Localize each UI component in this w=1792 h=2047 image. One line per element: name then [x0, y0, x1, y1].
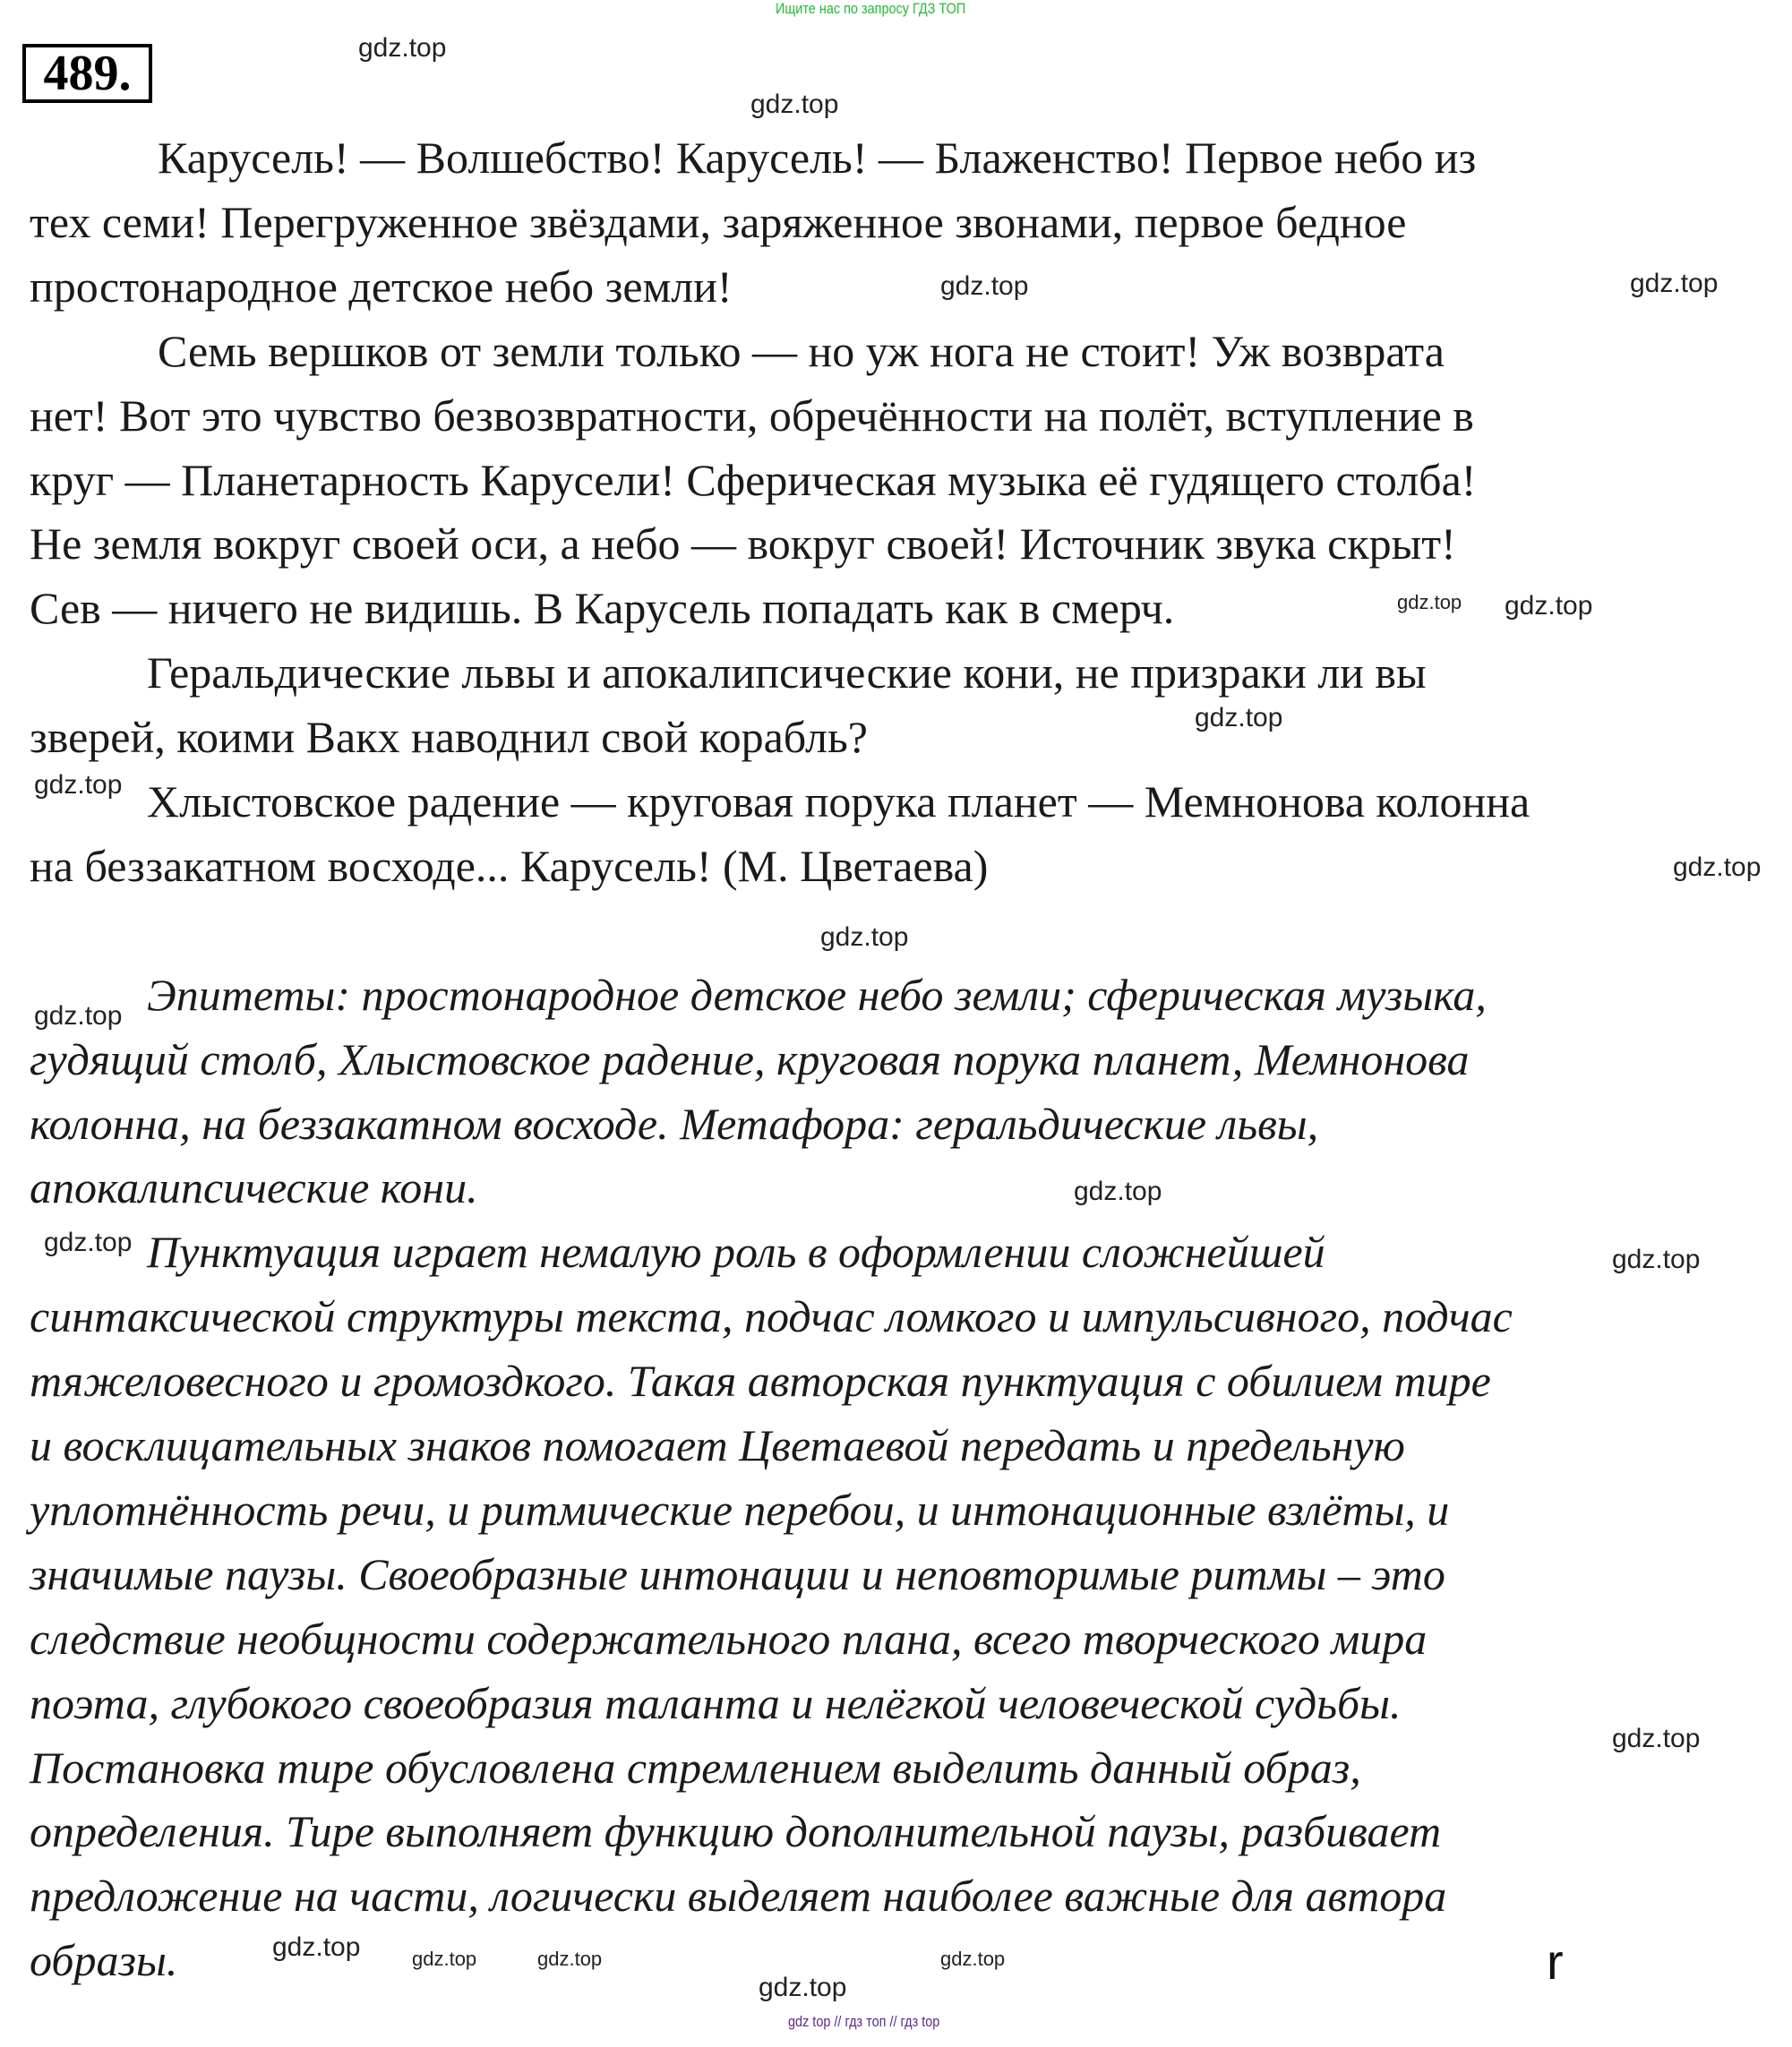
watermark: gdz.top	[820, 922, 909, 952]
text-line: Семь вершков от земли только — но уж нога не стоит! Уж возврата	[158, 325, 1445, 376]
watermark: gdz.top	[1612, 1724, 1701, 1753]
watermark: gdz.top	[750, 90, 839, 119]
watermark: gdz.top	[940, 1948, 1006, 1970]
text-line: предложение на части, логически выделяет наиболее важные для автора	[30, 1871, 1447, 1922]
text-line: Не земля вокруг своей оси, а небо — вокруг своей! Источник звука скрыт!	[30, 518, 1456, 570]
text-line: Карусель! — Волшебство! Карусель! — Блаженство! Первое небо из	[158, 133, 1477, 183]
watermark: gdz.top	[358, 33, 447, 63]
text-line: круг — Планетарность Карусели! Сферическая музыка её гудящего столба!	[30, 454, 1477, 505]
text-line: значимые паузы. Своеобразные интонации и неповторимые ритмы – это	[30, 1548, 1445, 1599]
watermark: gdz.top	[537, 1948, 603, 1970]
watermark: gdz.top	[412, 1948, 477, 1970]
text-line: простонародное детское небо земли!	[30, 261, 733, 312]
watermark: gdz.top	[1673, 852, 1762, 882]
text-line: нет! Вот это чувство безвозвратности, обречённости на полёт, вступление в	[30, 390, 1474, 441]
text-line: колонна, на беззакатном восходе. Метафора: геральдические львы,	[30, 1098, 1319, 1149]
watermark: gdz.top	[1612, 1245, 1701, 1274]
text-line: Пунктуация играет немалую роль в оформлении сложнейшей	[147, 1227, 1325, 1278]
text-line: зверей, коими Вакх наводнил свой корабль?	[30, 712, 868, 763]
text-line: поэта, глубокого своеобразия таланта и нелёгкой человеческой судьбы.	[30, 1677, 1402, 1728]
text-line: тяжеловесного и громоздкого. Такая авторская пунктуация с обилием тире	[30, 1356, 1491, 1407]
text-line: Эпитеты: простонародное детское небо земли; сферическая музыка,	[147, 969, 1487, 1020]
stray-character: r	[1547, 1933, 1564, 1990]
watermark: gdz.top	[940, 271, 1029, 301]
text-line: следствие необщности содержательного плана, всего творческого мира	[30, 1613, 1428, 1664]
text-line: тех семи! Перегруженное звёздами, заряженное звонами, первое бедное	[30, 196, 1407, 247]
watermark: gdz.top	[272, 1932, 361, 1962]
search-hint-banner: Ищите нас по запросу ГДЗ ТОП	[776, 0, 966, 17]
watermark: gdz.top	[759, 1973, 847, 2002]
text-line: гудящий столб, Хлыстовское радение, круговая порука планет, Мемнонова	[30, 1033, 1470, 1084]
text-line: Хлыстовское радение — круговая порука планет — Мемнонова колонна	[147, 776, 1530, 827]
watermark: gdz.top	[44, 1228, 133, 1257]
text-line: образы.	[30, 1935, 178, 1986]
text-line: синтаксической структуры текста, подчас ломкого и импульсивного, подчас	[30, 1291, 1513, 1342]
text-line: Геральдические львы и апокалипсические кони, не призраки ли вы	[147, 647, 1427, 698]
watermark: gdz.top	[1630, 269, 1719, 298]
text-line: Сев — ничего не видишь. В Карусель попадать как в смерч.	[30, 583, 1175, 634]
text-line: на беззакатном восходе... Карусель! (М. Цветаева)	[30, 840, 989, 891]
text-line: Постановка тире обусловлена стремлением выделить данный образ,	[30, 1742, 1361, 1793]
watermark: gdz.top	[1397, 591, 1462, 613]
watermark: gdz.top	[1505, 591, 1593, 621]
text-line: и восклицательных знаков помогает Цветаевой передать и предельную	[30, 1420, 1405, 1470]
text-line: апокалипсические кони.	[30, 1162, 478, 1213]
text-line: определения. Тире выполняет функцию дополнительной паузы, разбивает	[30, 1806, 1442, 1857]
watermark: gdz.top	[34, 1001, 123, 1031]
watermark: gdz.top	[1074, 1177, 1162, 1206]
watermark: gdz.top	[1195, 703, 1283, 732]
footer-links[interactable]: gdz top // гдз топ // гдз top	[788, 2013, 940, 2030]
exercise-number: 489.	[22, 44, 152, 103]
watermark: gdz.top	[34, 770, 123, 800]
text-line: уплотнённость речи, и ритмические перебои, и интонационные взлёты, и	[30, 1484, 1450, 1535]
